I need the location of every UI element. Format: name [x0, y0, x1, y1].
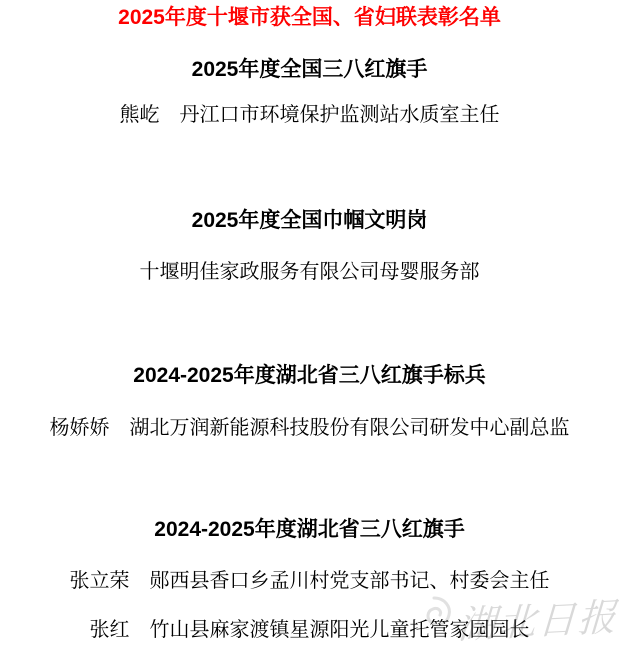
award-entry: 张红 竹山县麻家渡镇星源阳光儿童托管家园园长: [89, 619, 530, 641]
section-heading-national-civilized-post: 2025年度全国巾帼文明岗: [191, 209, 428, 232]
award-entry: 十堰明佳家政服务有限公司母婴服务部: [139, 261, 480, 283]
section-heading-hubei-38-red-flag-bearer: 2024-2025年度湖北省三八红旗手: [154, 518, 465, 541]
section-heading-hubei-38-red-flag-pacesetter: 2024-2025年度湖北省三八红旗手标兵: [133, 364, 486, 387]
award-entry: 张立荣 郧西县香口乡孟川村党支部书记、村委会主任: [69, 570, 550, 592]
section-heading-national-38-red-flag-bearer: 2025年度全国三八红旗手: [191, 58, 428, 81]
watermark-text: 湖北日报: [456, 594, 619, 647]
page-title: 2025年度十堰市获全国、省妇联表彰名单: [118, 6, 501, 29]
award-entry: 熊屹 丹江口市环境保护监测站水质室主任: [119, 104, 500, 126]
award-entry: 杨娇娇 湖北万润新能源科技股份有限公司研发中心副总监: [49, 417, 570, 439]
